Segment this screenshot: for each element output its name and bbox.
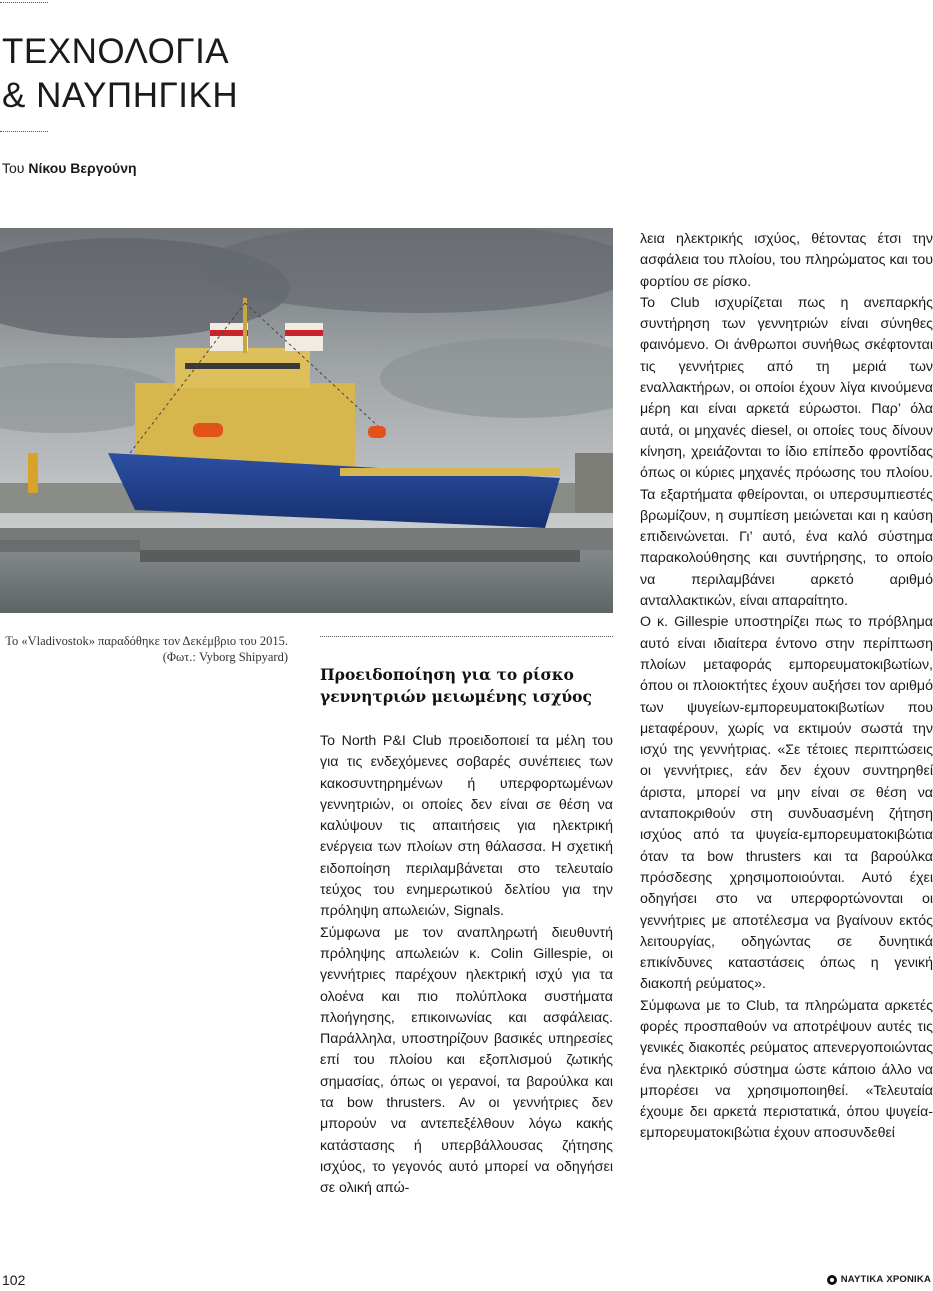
funnel-stripe <box>210 330 248 336</box>
article-column-middle <box>320 731 613 1200</box>
caption-line1: Το «Vladivostok» παραδόθηκε τον Δεκέμβριο του 2015. <box>5 634 288 648</box>
funnel-stripe <box>285 330 323 336</box>
title-rule <box>0 131 48 132</box>
byline <box>2 160 137 176</box>
bridge-windows <box>185 363 300 369</box>
section-title <box>2 30 238 118</box>
publication-brand <box>827 1274 931 1285</box>
byline-prefix: Του <box>2 160 25 176</box>
photo-caption <box>0 633 288 665</box>
page-number: 102 <box>2 1272 26 1288</box>
paragraph: λεια ηλεκτρικής ισχύος, θέτοντας έτσι την ασφάλεια του πλοίου, του πληρώματος και του φορτίου σε ρίσκο. <box>640 231 933 290</box>
harbor-crane <box>28 453 38 493</box>
ship-photo <box>0 228 613 613</box>
deck-stripe <box>340 468 560 476</box>
article-headline: Προειδοποίηση για το ρίσκο γεννητριών μειωμένης ισχύος <box>320 665 592 706</box>
lifeboat <box>368 426 386 438</box>
publication-name: ΝΑΥΤΙΚΑ ΧΡΟΝΙΚΑ <box>840 1274 931 1285</box>
publication-logo-icon <box>827 1275 837 1285</box>
pier-front <box>140 550 580 562</box>
headline-rule <box>320 636 613 637</box>
section-title-line2: & ΝΑΥΠΗΓΙΚΗ <box>2 76 239 115</box>
lifeboat <box>193 423 223 437</box>
funnel-right <box>285 323 323 351</box>
byline-author: Νίκου Βεργούνη <box>28 160 137 176</box>
top-rule <box>0 2 48 3</box>
paragraph: Ο κ. Gillespie υποστηρίζει πως το πρόβλημα αυτό είναι ιδιαίτερα έντονο στην περίπτωση πλοίων μεταφοράς εμπορευματοκιβωτίων, όπου οι πλοιοκτήτες έχουν αυξήσει τον αριθμό των ψυγείων-εμπορευματοκιβωτίων που μεταφέρουν, χωρίς να εκτιμούν σωστά την ισχύ της γεννήτριας. «Σε τέτοιες περιπτώσεις οι γεννήτριες, εάν δεν έχουν συντηρηθεί άριστα, μπορεί να μην είναι σε θέση να ανταποκριθούν στη συνδυασμένη ζήτηση ισχύος από τα ψυγεία-εμπορευματοκιβώτια όταν τα bow thrusters και τα βαρούλκα πρόσδεσης χρησιμοποιούνται. Αυτό έχει οδηγήσει στο να υπερφορτώνονται οι γεννήτριες με αποτέλεσμα να βγαίνουν εκτός λειτουργίας, οδηγώντας σε δυνητικά επικίνδυνες καταστάσεις όπως η γενική διακοπή ρεύματος». <box>640 614 933 993</box>
article-column-right <box>640 229 933 1145</box>
harbor-building <box>575 453 613 513</box>
paragraph: Σύμφωνα με τον αναπληρωτή διευθυντή πρόληψης απωλειών κ. Colin Gillespie, οι γεννήτριες παρέχουν ηλεκτρική ισχύ για τα ολοένα και πιο πολύπλοκα συστήματα πλοήγησης, επικοινωνίας και ασφάλειας. Παράλληλα, υποστηρίζουν βασικές υπηρεσίες επί του πλοίου και εξοπλισμού ζωτικής σημασίας, όπως οι γερανοί, τα βαρούλκα και τα bow thrusters. Αν οι γεννήτριες δεν μπορούν να αντεπεξέλθουν λόγω κακής κατάστασης ή υπερβάλλουσας ζήτησης ισχύος, το γεγονός αυτό μπορεί να οδηγήσει σε ολική απώ- <box>320 924 613 1197</box>
funnel-left <box>210 323 248 351</box>
paragraph: Το Club ισχυρίζεται πως η ανεπαρκής συντήρηση των γεννητριών είναι σύνηθες φαινόμενο. Οι άνθρωποι συνήθως σκέφτονται τις γεννήτριες από τη μεριά των εναλλακτήρων, οι οποίοι έχουν λίγα κινούμενα μέρη και είναι αρκετά εύρωστοι. Παρ’ όλα αυτά, οι μηχανές diesel, οι οποίες τους δίνουν κίνηση, χρειάζονται το ίδιο επίπεδο φροντίδας όπως οι κύριες μηχανές πρόωσης του πλοίου. Τα εξαρτήματα φθείρονται, οι υπερσυμπιεστές βρωμίζουν, η συμπίεση μειώνεται και η καύση επιδεινώνεται. Γι’ αυτό, ένα καλό σύστημα παρακολούθησης και συντήρησης, το οποίο να περιλαμβάνει αρκετό αριθμό ανταλλακτικών, είναι απαραίτητο. <box>640 294 933 610</box>
caption-line2: (Φωτ.: Vyborg Shipyard) <box>162 650 288 664</box>
section-title-line1: ΤΕΧΝΟΛΟΓΙΑ <box>2 32 230 71</box>
pier-left <box>0 540 140 552</box>
paragraph: Το North P&I Club προειδοποιεί τα μέλη του για τις ενδεχόμενες σοβαρές συνέπειες των κακοσυντηρημένων ή υπερφορτωμένων γεννητριών, οι οποίες δεν είναι σε θέση να καλύψουν τις απαιτήσεις για ηλεκτρική ενέργεια των πλοίων στη θάλασσα. Η σχετική ειδοποίηση περιλαμβάνεται στο τελευταίο τεύχος του ενημερωτικού δελτίου για την πρόληψη απωλειών, Signals. <box>320 733 613 920</box>
paragraph: Σύμφωνα με το Club, τα πληρώματα αρκετές φορές προσπαθούν να αποτρέψουν αυτές τις γενικές διακοπές ρεύματος απενεργοποιώντας ένα ηλεκτρικό σύστημα ώστε κάποιο άλλο να μπορέσει να χρησιμοποιηθεί. «Τελευταία έχουμε δει αρκετά περιστατικά, όπου ψυγεία-εμπορευματοκιβώτια έχουν αποσυνδεθεί <box>640 997 933 1142</box>
